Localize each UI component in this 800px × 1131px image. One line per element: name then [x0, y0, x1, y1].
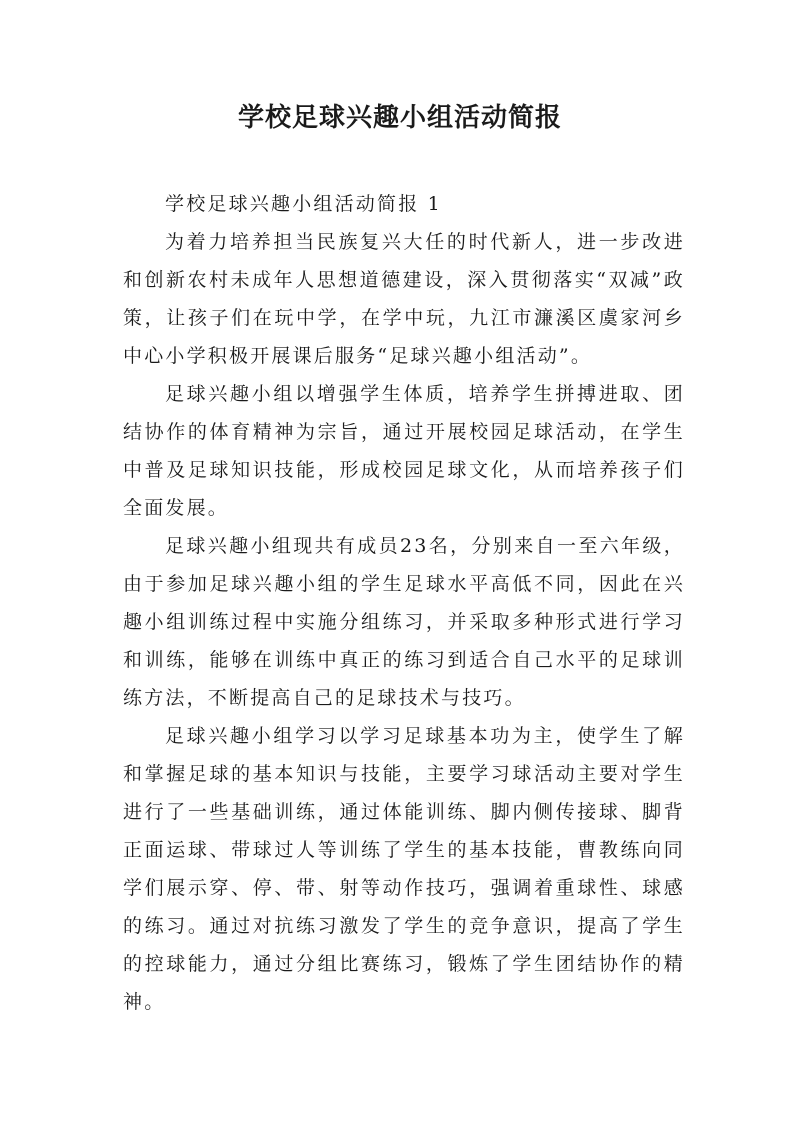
section-subtitle: 学校足球兴趣小组活动简报 1: [165, 193, 442, 215]
paragraph-training: 足球兴趣小组学习以学习足球基本功为主，使学生了解和掌握足球的基本知识与技能，主要学习球活动主要对学生进行了一些基础训练，通过体能训练、脚内侧传接球、脚背正面运球、带球过人等训练了学生的基本技能，曹教练向同学们展示穿、停、带、射等动作技巧，强调着重球性、球感的练习。通过对抗练习激发了学生的竞争意识，提高了学生的控球能力，通过分组比赛练习，锻炼了学生团结协作的精神。: [123, 725, 685, 1013]
paragraph-purpose: 足球兴趣小组以增强学生体质，培养学生拼搏进取、团结协作的体育精神为宗旨，通过开展校园足球活动，在学生中普及足球知识技能，形成校园足球文化，从而培养孩子们全面发展。: [123, 383, 685, 519]
paragraph-intro: 为着力培养担当民族复兴大任的时代新人，进一步改进和创新农村未成年人思想道德建设，深入贯彻落实“双减”政策，让孩子们在玩中学，在学中玩，九江市濂溪区虞家河乡中心小学积极开展课后服务“足球兴趣小组活动”。: [123, 231, 685, 367]
document-title: 学校足球兴趣小组活动简报: [237, 103, 562, 133]
paragraph-members: 足球兴趣小组现共有成员23名，分别来自一至六年级，由于参加足球兴趣小组的学生足球水平高低不同，因此在兴趣小组训练过程中实施分组练习，并采取多种形式进行学习和训练，能够在训练中真正的练习到适合自己水平的足球训练方法，不断提高自己的足球技术与技巧。: [123, 535, 685, 709]
document-body: [123, 185, 685, 1021]
